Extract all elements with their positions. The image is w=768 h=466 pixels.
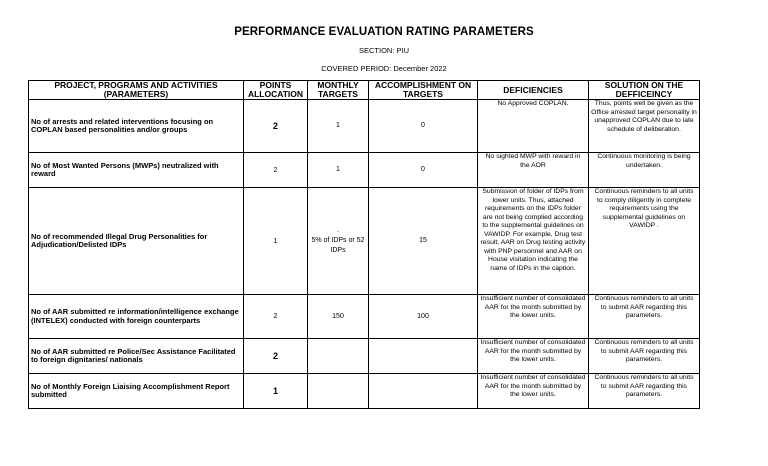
section-label: SECTION: PIU bbox=[358, 46, 409, 55]
target-cell: 150 bbox=[308, 295, 369, 339]
table-row bbox=[29, 339, 700, 374]
deficiency-cell: No Approved COPLAN. bbox=[478, 100, 589, 153]
project-cell: No of Monthly Foreign Liaising Accomplishment Report submitted bbox=[29, 374, 244, 409]
table-row bbox=[29, 153, 700, 188]
solution-cell: Continuous reminders to all units to submit AAR regarding this parameters. bbox=[589, 339, 700, 374]
target-mark: . bbox=[337, 227, 339, 234]
solution-cell: Continuous reminders to all units to submit AAR regarding this parameters. bbox=[589, 374, 700, 409]
table-row bbox=[29, 188, 700, 295]
header-deficiencies: DEFICIENCIES bbox=[478, 81, 589, 100]
accomplishment-cell: 15 bbox=[369, 188, 478, 295]
points-cell: 1 bbox=[244, 374, 308, 409]
solution-cell: Continuous monitoring is being undertaken. bbox=[589, 153, 700, 188]
project-cell: No of AAR submitted re Police/Sec Assistance Facilitated to foreign dignitaries/ nationals bbox=[29, 339, 244, 374]
solution-cell: Continuous reminders to all units to submit AAR regarding this parameters. bbox=[589, 295, 700, 339]
header-project: PROJECT, PROGRAMS AND ACTIVITIES (PARAMETERS) bbox=[29, 81, 244, 100]
accomplishment-cell bbox=[369, 374, 478, 409]
project-cell: No of arrests and related interventions focusing on COPLAN based personalities and/or groups bbox=[29, 100, 244, 153]
points-cell: 2 bbox=[244, 100, 308, 153]
target-cell bbox=[308, 188, 369, 295]
accomplishment-cell: 0 bbox=[369, 100, 478, 153]
covered-period-label: COVERED PERIOD: December 2022 bbox=[321, 64, 447, 73]
target-cell bbox=[308, 374, 369, 409]
evaluation-table bbox=[28, 80, 700, 409]
deficiency-cell: No sighted MWP with reward in the AOR bbox=[478, 153, 589, 188]
deficiency-cell: Insufficient number of consolidated AAR for the month submitted by the lower units. bbox=[478, 374, 589, 409]
table-row bbox=[29, 374, 700, 409]
project-cell: No of Most Wanted Persons (MWPs) neutralized with reward bbox=[29, 153, 244, 188]
accomplishment-cell: 100 bbox=[369, 295, 478, 339]
solution-cell: Continuous reminders to all units to comply diligently in complete requirements using the supplemental guidelines on VAWIDP . bbox=[589, 188, 700, 295]
target-cell: 1 bbox=[308, 153, 369, 188]
table-header-row bbox=[29, 81, 700, 100]
page-title: PERFORMANCE EVALUATION RATING PARAMETERS bbox=[234, 26, 534, 38]
deficiency-cell: Submission of folder of IDPs from lower units. Thus, attached requirements on the IDPs folder are not being complied according to the supplemental guidelines on VAWIDP. For example, Drug test result, AAR on Drug testing activity with PNP personnel and AAR on House visitation indicating the name of IDPs in the caption. bbox=[478, 188, 589, 295]
project-cell: No of recommended Illegal Drug Personalities for Adjudication/Delisted IDPs bbox=[29, 188, 244, 295]
header-targets: MONTHLY TARGETS bbox=[308, 81, 369, 100]
points-cell: 2 bbox=[244, 153, 308, 188]
header-points: POINTS ALLOCATION bbox=[244, 81, 308, 100]
table-row bbox=[29, 100, 700, 153]
deficiency-cell: Insufficient number of consolidated AAR for the month submitted by the lower units. bbox=[478, 295, 589, 339]
accomplishment-cell bbox=[369, 339, 478, 374]
target-cell: 1 bbox=[308, 100, 369, 153]
target-value: 5% of IDPs or 52 IDPs bbox=[311, 237, 365, 254]
solution-cell: Thus, points well be given as the Office arrested target personality in unapproved COPLAN due to late schedule of deliberation. bbox=[589, 100, 700, 153]
points-cell: 1 bbox=[244, 188, 308, 295]
header-accomplishment: ACCOMPLISHMENT ON TARGETS bbox=[369, 81, 478, 100]
table-row bbox=[29, 295, 700, 339]
accomplishment-cell: 0 bbox=[369, 153, 478, 188]
deficiency-cell: Insufficient number of consolidated AAR for the month submitted by the lower units. bbox=[478, 339, 589, 374]
header-solution: SOLUTION ON THE DEFFICEINCY bbox=[589, 81, 700, 100]
target-cell bbox=[308, 339, 369, 374]
project-cell: No of AAR submitted re information/intelligence exchange (INTELEX) conducted with foreign counterparts bbox=[29, 295, 244, 339]
points-cell: 2 bbox=[244, 295, 308, 339]
points-cell: 2 bbox=[244, 339, 308, 374]
